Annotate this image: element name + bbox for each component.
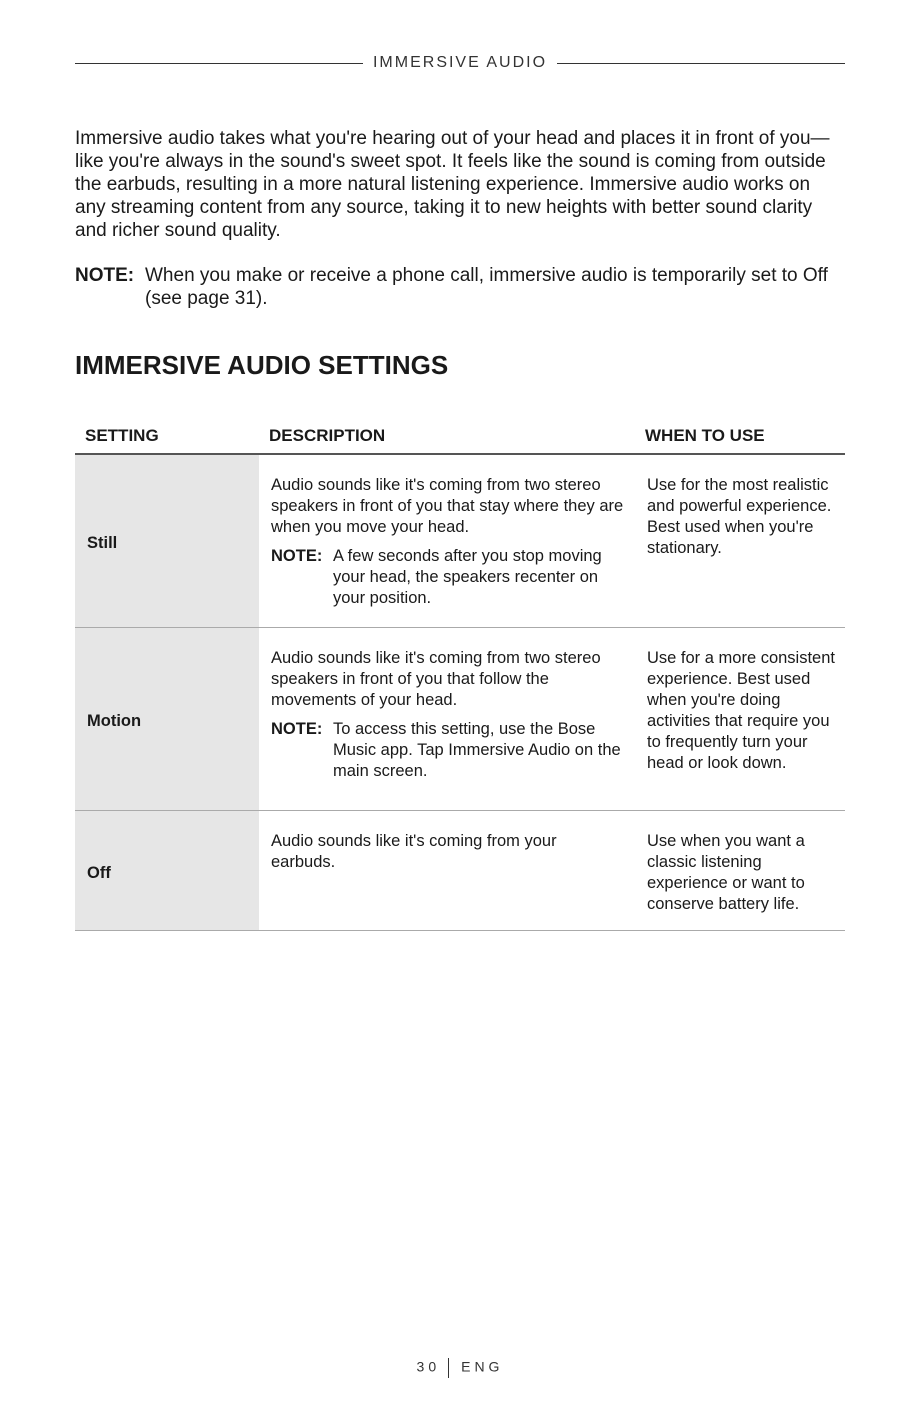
section-title: IMMERSIVE AUDIO SETTINGS [75,350,449,380]
divider [75,63,363,64]
table-row [75,627,845,810]
table-row [75,454,845,627]
note-text: To access this setting, use the Bose Music app. Tap Immersive Audio on the main screen. [333,719,621,780]
description-cell [259,627,635,810]
when-to-use: Use when you want a classic listening experience or want to conserve battery life. [635,810,845,930]
table-note [271,719,625,782]
setting-name: Off [75,810,259,930]
column-header: SETTING [75,424,259,454]
note-label: NOTE: [271,719,323,738]
column-header: DESCRIPTION [259,424,635,454]
description-cell [259,810,635,930]
note-text: When you make or receive a phone call, immersive audio is temporarily set to Off (see page 31). [145,265,828,309]
setting-name: Still [75,454,259,627]
intro-paragraph: Immersive audio takes what you're hearing out of your head and places it in front of you—like you're always in the sound's sweet spot. It feels like the sound is coming from outside the earbuds, resulting in a more natural listening experience. Immersive audio works on any streaming content from any source, taking it to new heights with better sound clarity and richer sound quality. [75,128,830,241]
page-header [75,54,845,72]
note [75,264,845,310]
note-text: A few seconds after you stop moving your head, the speakers recenter on your position. [333,547,602,607]
language: ENG [461,1358,504,1375]
column-header: WHEN TO USE [635,424,845,454]
when-to-use: Use for the most realistic and powerful experience. Best used when you're stationary. [635,454,845,627]
table-note [271,546,625,609]
description: Audio sounds like it's coming from two stereo speakers in front of you that stay where they are when you move your head. [271,476,624,536]
setting-name: Motion [75,627,259,810]
description: Audio sounds like it's coming from your earbuds. [271,831,557,871]
note-label: NOTE: [271,547,323,565]
table-row [75,810,845,930]
settings-table [75,424,845,931]
page-footer [0,1358,920,1378]
page-number: 30 [416,1358,441,1375]
header-title: IMMERSIVE AUDIO [372,54,548,71]
when-to-use: Use for a more consistent experience. Best used when you're doing activities that require you to frequently turn your head or look down. [635,627,845,810]
description-cell [259,454,635,627]
description: Audio sounds like it's coming from two stereo speakers in front of you that follow the movements of your head. [271,648,601,709]
table-header-row [75,424,845,454]
divider [557,63,845,64]
divider [448,1358,449,1378]
note-label: NOTE: [75,265,135,286]
